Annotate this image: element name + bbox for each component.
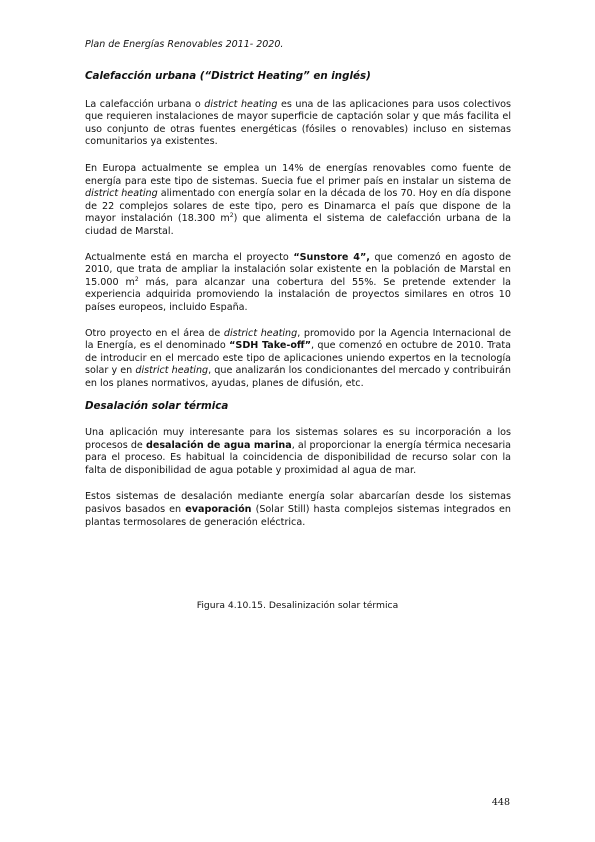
page-number: 448 (491, 797, 510, 808)
paragraph-sunstore: Actualmente está en marcha el proyecto “Sunstore 4”, que comenzó en agosto de 2010, que trata de ampliar la instalación solar existente en la población de Marstal en 15.000 $m^2$ más, para alcanzar una cobertura del 55%. Se pretende extender la experiencia adquirida promoviendo la instalación de proyectos similares en otros 10 países europeos, incluido España. (85, 251, 512, 313)
paragraph-desalination-intro: Una aplicación muy interesante para los sistemas solares es su incorporación a los procesos de desalación de agua marina, al proporcionar la energía térmica necesaria para el proceso. Es habitual la coincidencia de disponibilidad de recurso solar con la falta de disponibilidad de agua potable y proximidad al agua de mar. (85, 427, 511, 476)
figure-caption: Figura 4.10.15. Desalinización solar térmica (196, 600, 399, 611)
running-header: Plan de Energías Renovables 2011- 2020. (85, 39, 284, 50)
paragraph-sdh-takeoff: Otro proyecto en el área de district heating, promovido por la Agencia Internacional de la Energía, es el denominado “SDH Take-off”, que comenzó en octubre de 2010. Trata de introducir en el mercado este tipo de aplicaciones uniendo expertos en la tecnología solar y en district heating, que analizarán los condicionantes del mercado y contribuirán en los planes normativos, ayudas, planes de difusión, etc. (85, 327, 512, 389)
paragraph-desalination-systems: Estos sistemas de desalación mediante energía solar abarcarían desde los sistemas pasivos basados en evaporación (Solar Still) hasta complejos sistemas integrados en plantas termosolares de generación eléctrica. (85, 491, 511, 528)
paragraph-district-heating-intro: La calefacción urbana o district heating es una de las aplicaciones para usos colectivos que requieren instalaciones de mayor superficie de captación solar y que más facilita el uso conjunto de otras fuentes energéticas (fósiles o renovables) incluso en sistemas comunitarios ya existentes. (85, 98, 511, 148)
page-body (85, 70, 511, 529)
section-heading-desalination: Desalación solar térmica (85, 400, 229, 413)
section-heading-district-heating: Calefacción urbana (“District Heating” en inglés) (85, 70, 371, 82)
paragraph-europe: En Europa actualmente se emplea un 14% de energías renovables como fuente de energía para este tipo de sistemas. Suecia fue el primer país en instalar un sistema de district heating alimentado con energía solar en la década de los 70. Hoy en día dispone de 22 complejos solares de este tipo, pero es Dinamarca el país que dispone de la mayor instalación (18.300 $m^2$) que alimenta el sistema de calefacción urbana de la ciudad de Marstal. (85, 162, 512, 237)
